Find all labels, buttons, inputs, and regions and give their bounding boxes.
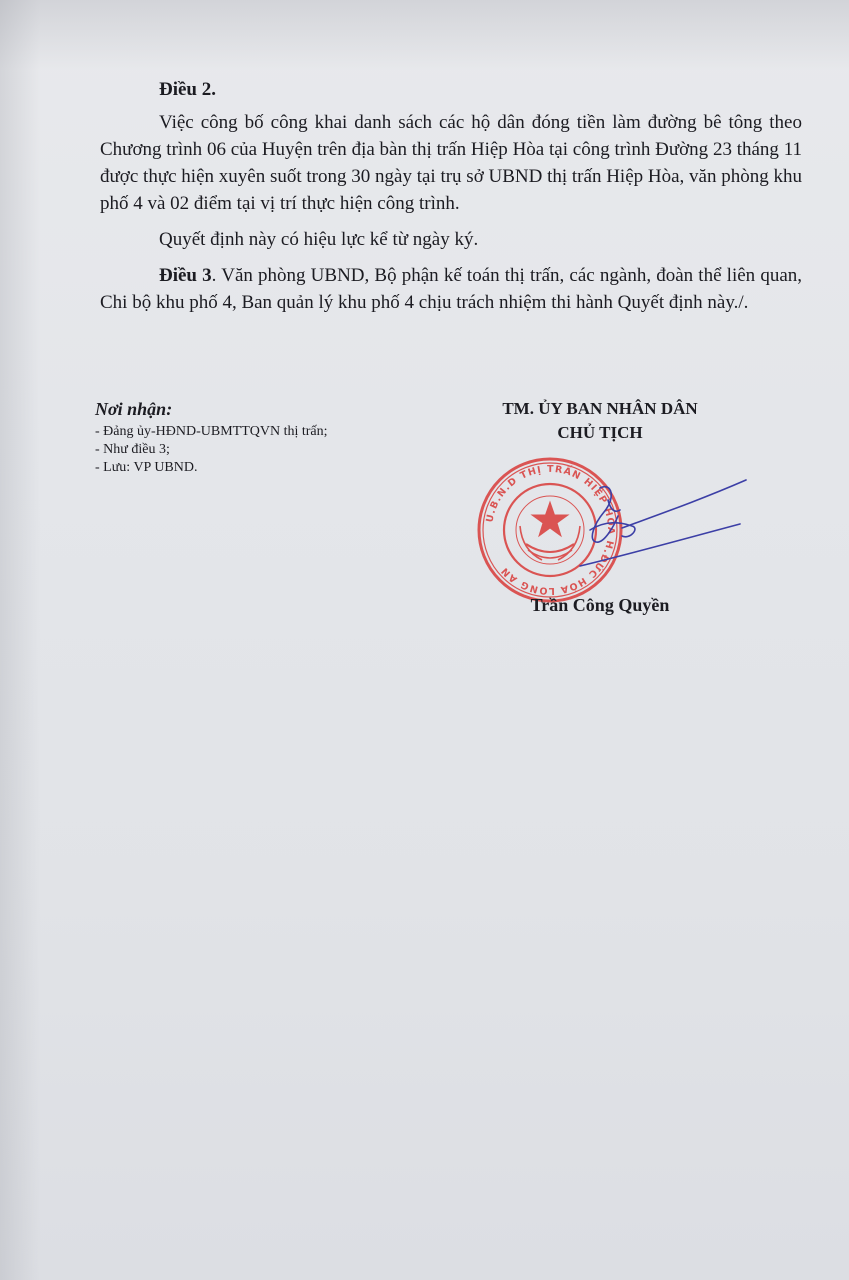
recipient-item: - Đảng ủy-HĐND-UBMTTQVN thị trấn; xyxy=(95,424,328,439)
document-body xyxy=(100,76,802,316)
page-shadow-left xyxy=(0,0,40,1280)
signer-name: Trần Công Quyền xyxy=(530,595,670,615)
article-3-paragraph xyxy=(100,262,802,316)
recipient-item: - Như điều 3; xyxy=(95,442,170,457)
signature-title-line2: CHỦ TỊCH xyxy=(557,423,643,442)
svg-text:U.B.N.D THỊ TRẤN HIỆP HÒA H.ĐỨ: U.B.N.D THỊ TRẤN HIỆP HÒA H.ĐỨC HÒA LONG AN xyxy=(484,463,617,597)
recipients-title: Nơi nhận: xyxy=(95,399,173,419)
handwritten-signature-icon xyxy=(560,470,760,580)
article-3-text: . Văn phòng UBND, Bộ phận kế toán thị trấn, các ngành, đoàn thể liên quan, Chi bộ khu phố 4, Ban quản lý khu phố 4 chịu trách nhiệm thi hành Quyết định này./. xyxy=(100,265,803,313)
article-2-paragraph-1: Việc công bố công khai danh sách các hộ dân đóng tiền làm đường bê tông theo Chương trình 06 của Huyện trên địa bàn thị trấn Hiệp Hòa tại công trình Đường 23 tháng 11 được thực hiện xuyên suốt trong 30 ngày tại trụ sở UBND thị trấn Hiệp Hòa, văn phòng khu phố 4 và 02 điểm tại vị trí thực hiện công trình. xyxy=(100,112,802,214)
signature-title-block xyxy=(440,397,760,445)
recipient-item: - Lưu: VP UBND. xyxy=(95,460,198,475)
recipients-list xyxy=(95,423,425,477)
article-2-heading: Điều 2. xyxy=(159,79,216,100)
article-2-paragraph-2: Quyết định này có hiệu lực kể từ ngày ký. xyxy=(159,229,479,250)
page-shadow-top xyxy=(0,0,849,70)
recipients-block xyxy=(95,397,425,477)
article-3-heading: Điều 3 xyxy=(159,265,212,286)
signature-title-line1: TM. ỦY BAN NHÂN DÂN xyxy=(502,399,698,418)
